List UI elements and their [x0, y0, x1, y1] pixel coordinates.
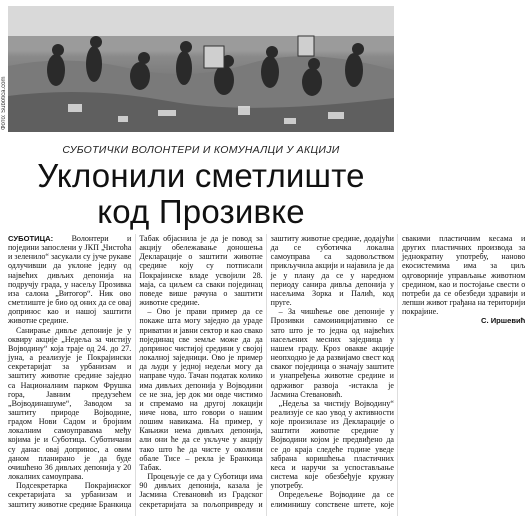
article-paragraph: „Недеља за чистију Војводину“ реализује се као увод у активности које произилазе из Декларације о заштити животне средине у Војводини којом је предвиђено да се до краја следеће године уведе забрана коришћења пластичних кеса и наручи за успостављање система које обезбеђује кружну употребу.: [270, 398, 394, 491]
article-kicker: СУБОТИЧКИ ВОЛОНТЕРИ И КОМУНАЛЦИ У АКЦИЈИ: [62, 144, 340, 156]
photo-illustration: [8, 6, 394, 132]
article-headline: [8, 158, 394, 230]
byline: С. Иршевић: [480, 316, 525, 326]
article-paragraph: Процењује се да у Суботици има 90 дивљих депонија, казала је Јасмина Стевановић из Градског секретаријата за пољопривреду и заштиту животне средине, додајући да се суботичка локална самоуправа са задовољством прикључила акцији и најавила је да је у плану да се у наредном периоду санира дивља депонија у насељима Зорка и Палић, код пруге.: [139, 234, 394, 509]
article-body: [8, 234, 525, 516]
photo-credit: Фото: Subotica.com: [1, 76, 7, 130]
article-paragraph: Санирање дивље депоније је у оквиру акције „Недеља за чистију Војводину“ која траје од 24. до 27. јуна, а реализује је Покрајински секретаријат за урбанизам и заштиту животне средине заједно са Националним парком Фрушка гора, Јавним предузећем „Војводинашуме“, Заводом за заштиту природе Војводине, градом Нови Садом и бројним локалним самоуправама међу којима је и Суботица. Суботичани су данас овај допринос, а овим даном планирано је да буде очишћено 36 дивљих депонија у 20 локалних самоуправа.: [8, 325, 132, 482]
headline-line-1: Уклонили сметлиште: [37, 157, 365, 194]
article-paragraph: – Ово је прави пример да се покаже шта могу заједно да ураде приватни и јавни сектор и као свако појединац све земље може да да допринос чистијој средини у својој локалној заједници. Ово је пример да људи у једној недељи могу да направе чудо. Тачан податак колико има дивљих депонија у Војводини се не зна, јер док ми овде чистимо и спремамо на другој локацији ниче нова, што говори о нашим лошим навикама. На пример, у Кањижи нема дивљих депонија, али они ће да се укључе у акцију тако што ће да чисте у околини обале Тисе – рекла је Бранкица Табак.: [139, 307, 263, 472]
article-paragraph: СУБОТИЦА: Волонтери и поједини запослени у ЈКП „Чистоћа и зеленило“ засукали су јуче рукаве одлучивши да уклоне једну од највећих дивљих депонија на подручју града, у насељу Прозивка иза салона „Витогор“. Ник ово сметлиште је био од оних да се овај допринос као и нашој заштити животне средине.: [8, 234, 132, 326]
article-paragraph: Подсекретарка Покрајинског секретаријата за урбанизам и заштиту животне средине Бранкица Табак објаснила је да је повод за акцију обележавање доношења Декларације о заштити животне средине коју су потписали Покрајинске владе усвојили 28. маја, са циљем са сваки појединац поведе више рачуна о заштити животне средине.: [8, 234, 263, 509]
dateline: СУБОТИЦА:: [8, 234, 54, 243]
article-paragraph: Опредељење Војводине да се елиминишу сопствене штете, које свакими пластичним кесама и других пластичних производа за једнократну употребу, наново екосистемима има за циљ одговорније управљање животном средином, као и постојање свести о потреби да се обезбеди здравији и лепши живот грађана на територији покрајине.: [270, 234, 525, 509]
article-photo: [8, 6, 394, 132]
article-paragraph: – За чишћење ове депоније у Прозивки самоиницијативно се зато што је то једна од највећих насељених месних заједница у нашем граду. Кроз овакве акције неопходно је да развијамо свест код сваког појединца о значају заштите и унапређења животне средине и одрживог развоја -истакла је Јасмина Стевановић.: [270, 307, 394, 399]
headline-line-2: код Прозивке: [97, 193, 305, 230]
